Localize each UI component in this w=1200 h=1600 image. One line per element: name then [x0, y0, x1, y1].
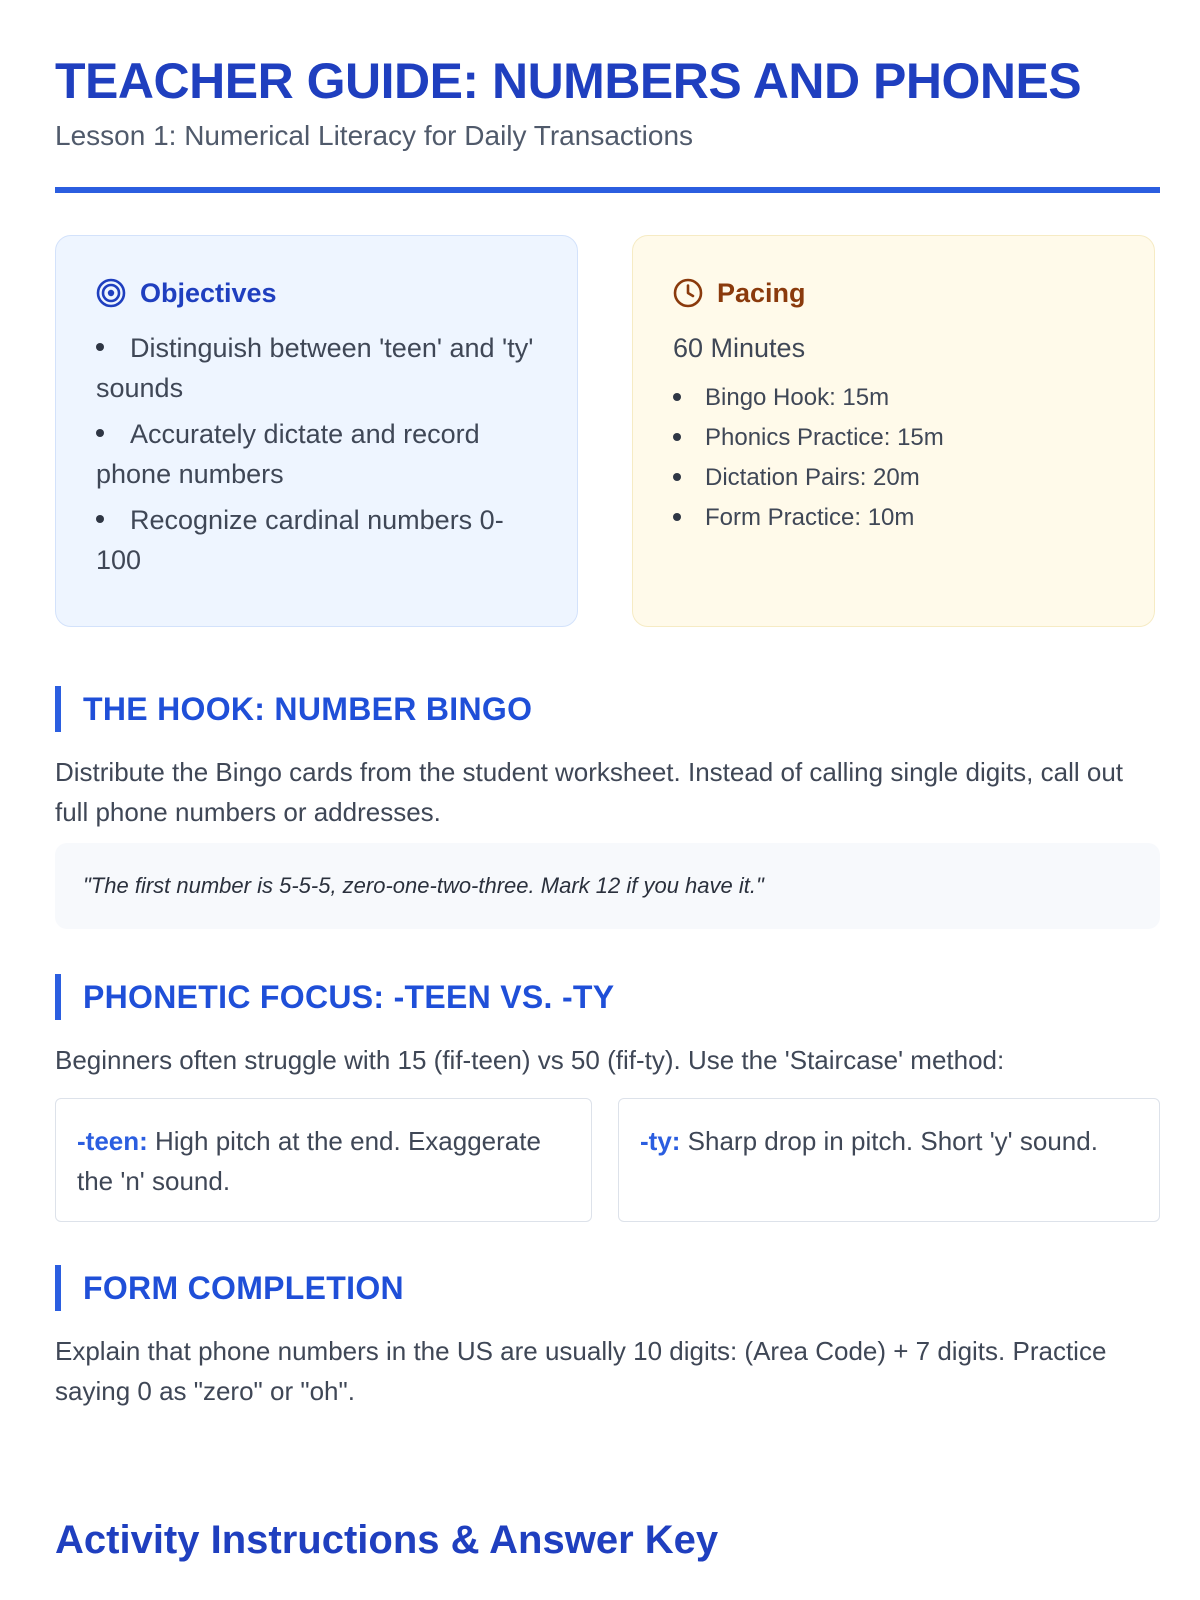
bullet — [673, 393, 681, 401]
pacing-header — [673, 276, 1114, 310]
pacing-text: Dictation Pairs: 20m — [705, 464, 920, 491]
activity-title: Activity Instructions & Answer Key — [55, 1518, 719, 1562]
objective-item — [96, 414, 537, 494]
pacing-card — [632, 235, 1155, 627]
pacing-total: 60 Minutes — [673, 333, 806, 363]
hook-quote: "The first number is 5-5-5, zero-one-two-three. Mark 12 if you have it." — [55, 843, 1160, 929]
objectives-card — [55, 235, 578, 627]
form-body: Explain that phone numbers in the US are usually 10 digits: (Area Code) + 7 digits. Practice saying 0 as "zero" or "oh". — [55, 1336, 1107, 1406]
section-accent-bar — [55, 974, 61, 1020]
pacing-title: Pacing — [717, 277, 806, 308]
hook-section-header — [55, 686, 532, 732]
hook-title: THE HOOK: NUMBER BINGO — [83, 690, 533, 727]
objective-text: Distinguish between 'teen' and 'ty' sounds — [96, 333, 534, 403]
objective-text: Accurately dictate and record phone numbers — [96, 419, 480, 489]
clock-icon — [673, 278, 703, 308]
objective-item — [96, 500, 537, 580]
pacing-text: Phonics Practice: 15m — [705, 424, 944, 451]
bullet — [673, 433, 681, 441]
bullet — [96, 343, 104, 351]
phonetic-body: Beginners often struggle with 15 (fif-teen) vs 50 (fif-ty). Use the 'Staircase' method: — [55, 1045, 1005, 1075]
section-accent-bar — [55, 1265, 61, 1311]
phonetic-title: PHONETIC FOCUS: -TEEN VS. -TY — [83, 978, 615, 1015]
objectives-list — [96, 328, 537, 580]
objective-text: Recognize cardinal numbers 0-100 — [96, 505, 504, 575]
phonetic-section-header — [55, 974, 614, 1020]
form-section-header — [55, 1265, 404, 1311]
hook-body: Distribute the Bingo cards from the student worksheet. Instead of calling single digits, call out full phone numbers or addresses. — [55, 757, 1124, 827]
pacing-text: Form Practice: 10m — [705, 504, 915, 531]
pacing-item — [673, 458, 1114, 498]
pacing-text: Bingo Hook: 15m — [705, 384, 890, 411]
pacing-item — [673, 418, 1114, 458]
bullet — [96, 515, 104, 523]
ty-tip-box — [618, 1098, 1160, 1222]
form-title: FORM COMPLETION — [83, 1269, 404, 1306]
pacing-item — [673, 378, 1114, 418]
ty-description: Sharp drop in pitch. Short 'y' sound. — [680, 1126, 1098, 1156]
section-accent-bar — [55, 686, 61, 732]
ty-term: -ty: — [640, 1126, 681, 1156]
objective-item — [96, 328, 537, 408]
target-icon — [96, 278, 126, 308]
pacing-list — [673, 378, 1114, 538]
objectives-title: Objectives — [140, 277, 277, 308]
teen-term: -teen: — [77, 1126, 148, 1156]
bullet — [673, 513, 681, 521]
bullet — [673, 473, 681, 481]
pacing-item — [673, 498, 1114, 538]
page-subtitle: Lesson 1: Numerical Literacy for Daily Transactions — [55, 120, 694, 151]
bullet — [96, 429, 104, 437]
teen-description: High pitch at the end. Exaggerate the 'n' sound. — [77, 1126, 541, 1196]
objectives-header — [96, 276, 537, 310]
title-divider — [55, 187, 1160, 193]
page-title: TEACHER GUIDE: NUMBERS AND PHONES — [55, 53, 1082, 109]
teen-tip-box — [55, 1098, 592, 1222]
